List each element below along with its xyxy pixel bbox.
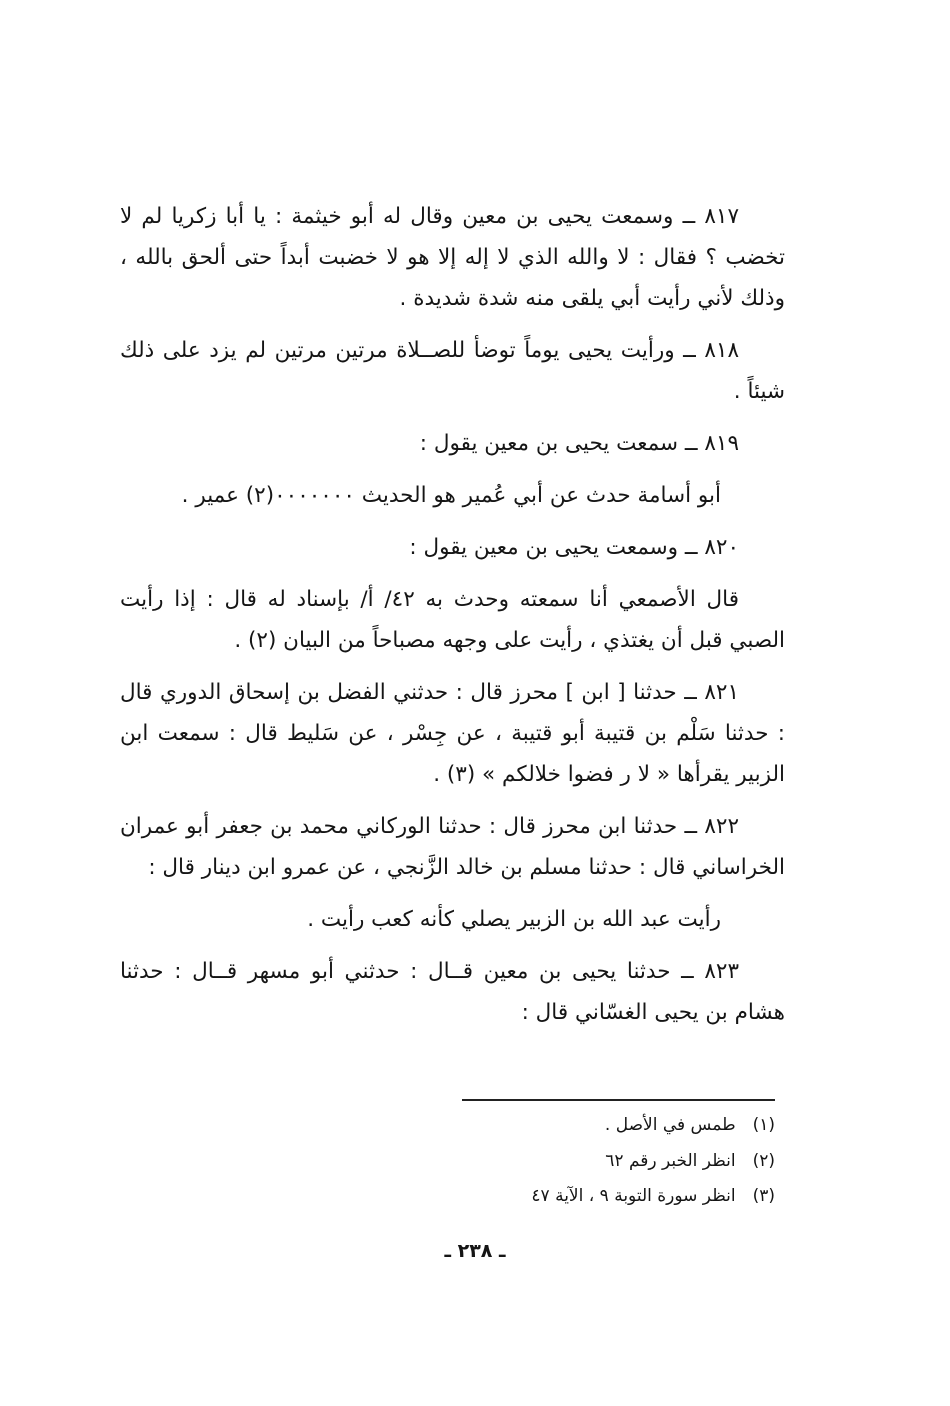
footnote-text: انظر سورة التوبة ٩ ، الآية ٤٧ — [531, 1186, 736, 1206]
paragraph-817: ٨١٧ ــ وسمعت يحيى بن معين وقال له أبو خيثمة : يا أبا زكريا لم لا تخضب ؟ فقال : لا والله الذي لا إله إلا هو لا خضبت أبداً حتى ألحق بالله ، وذلك لأني رأيت أبي يلقى منه شدة شديدة . — [120, 204, 785, 311]
paragraph-822-quote: رأيت عبد الله بن الزبير يصلي كأنه كعب رأيت . — [307, 907, 721, 932]
footnotes — [300, 1108, 775, 1215]
footnote-divider — [462, 1099, 775, 1101]
paragraph-820-quote: قال الأصمعي أنا سمعته وحدث به ٤٢/ أ/ بإسناد له قال : إذا رأيت الصبي قبل أن يغتذي ، رأيت على وجهه مصباحاً من البيان (٢) . — [120, 587, 785, 653]
footnote-item — [300, 1108, 775, 1144]
page-number: ـ ٢٣٨ ـ — [444, 1240, 506, 1262]
main-text — [120, 196, 785, 1044]
footnote-number: (٣) — [752, 1186, 775, 1206]
paragraph-819-quote: أبو أسامة حدث عن أبي عُمير هو الحديث ٠٠٠٠٠٠٠(٢) عمير . — [181, 483, 721, 508]
footnote-text: انظر الخبر رقم ٦٢ — [605, 1150, 736, 1171]
paragraph-818: ٨١٨ ــ ورأيت يحيى يوماً توضأ للصــلاة مرتين مرتين لم يزد على ذلك شيئاً . — [120, 338, 785, 404]
footnote-number: (٢) — [752, 1150, 775, 1171]
footnote-item — [300, 1179, 775, 1215]
paragraph-820: ٨٢٠ ــ وسمعت يحيى بن معين يقول : — [409, 535, 739, 560]
footnote-item — [300, 1144, 775, 1180]
footnote-number: (١) — [752, 1115, 775, 1135]
paragraph-819: ٨١٩ ــ سمعت يحيى بن معين يقول : — [419, 431, 739, 456]
footnote-text: طمس في الأصل . — [604, 1115, 736, 1135]
paragraph-822: ٨٢٢ ــ حدثنا ابن محرز قال : حدثنا الوركاني محمد بن جعفر أبو عمران الخراساني قال : حدثنا مسلم بن خالد الزَّنجي ، عن عمرو ابن دينار قال : — [120, 814, 785, 880]
paragraph-821: ٨٢١ ــ حدثنا [ ابن ] محرز قال : حدثني الفضل بن إسحاق الدوري قال : حدثنا سَلْم بن قتيبة أبو قتيبة ، عن جِسْر ، عن سَليط قال : سمعت ابن الزبير يقرأها « لا ر فضوا خلالكم » (٣) . — [120, 680, 785, 787]
paragraph-823: ٨٢٣ ــ حدثنا يحيى بن معين قــال : حدثني أبو مسهر قــال : حدثنا هشام بن يحيى الغسّاني قال : — [120, 959, 785, 1025]
